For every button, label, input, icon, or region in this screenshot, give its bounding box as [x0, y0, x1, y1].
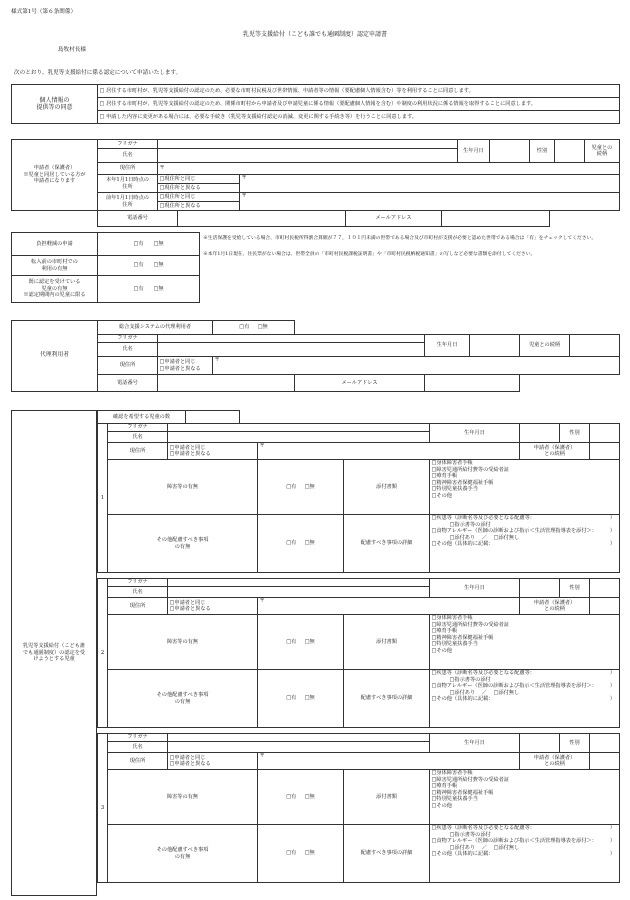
proxy-relation-field[interactable]: [570, 335, 620, 357]
dob-label: 生年月日: [425, 335, 470, 357]
child-dob-field[interactable]: [520, 424, 560, 443]
received-child-options[interactable]: □ 有 □ 無: [98, 276, 200, 303]
address-label: 現住所: [98, 163, 158, 175]
jan1-this-year-label: 本年1月1日時点の 住所: [98, 175, 158, 193]
child-number: 2: [98, 579, 108, 728]
proxy-address-options[interactable]: □ 申請者と同じ □ 申請者と異なる: [158, 357, 213, 375]
guardian-relation-label: 申請者（保護者） との続柄: [520, 443, 590, 460]
proxy-dob-field[interactable]: [470, 335, 520, 357]
proxy-system-label: 総合支援システムの代理利用者: [98, 321, 213, 335]
sex-label: 性別: [560, 734, 590, 753]
sex-label: 性別: [560, 579, 590, 598]
dob-label: 生年月日: [458, 140, 490, 163]
burden-reduction-label: 負担軽減の申請: [12, 233, 98, 256]
applicant-contact-table: [97, 210, 550, 227]
child-name-field[interactable]: [168, 432, 430, 443]
disability-label: 障害等の有無: [108, 615, 258, 670]
furigana-label: フリガナ: [108, 424, 168, 432]
burden-note-1: ※生活保護を受給している場合、市町村民税所得割合算額が７７，１０１円未満の世帯である場合及び市町村が支援が必要と認めた世帯である場合は「有」をチェックしてください。: [203, 236, 597, 241]
child-relation-field[interactable]: [590, 443, 620, 460]
proxy-phone-field[interactable]: [158, 375, 295, 392]
other-consider-options[interactable]: □ 有 □ 無: [258, 670, 344, 728]
previous-use-label: 転入前の市町村での 利用の有無: [12, 256, 98, 276]
burden-reduction-options[interactable]: □ 有 □ 無: [98, 233, 200, 256]
dob-label: 生年月日: [430, 424, 520, 443]
applicant-dob-field[interactable]: [490, 140, 530, 163]
attached-docs-label: 添付書類: [344, 770, 430, 825]
same-as-current-option[interactable]: □ 現住所と同じ: [158, 193, 240, 202]
consider-detail-list[interactable]: □ 疾患等（診断名等及び必要となる配慮等： ） □ 指示書等の添付 □ 食物アレルギー（医師の診断および指示＜生活管理指導表を添付＞： ） □ 添付あり ／ □ 添付無し □ その他（具体的に記載： ）: [430, 670, 620, 728]
consent-item-1[interactable]: □ 居住する市町村が、乳児等支援給付の認定のため、必要な市町村民税及び世帯情報、申請者等の情報（要配慮個人情報含む）等を利用することに同意します。: [98, 85, 620, 98]
furigana-label: フリガナ: [98, 335, 158, 343]
name-label: 氏名: [98, 149, 158, 163]
proxy-name-field[interactable]: [158, 343, 425, 357]
address-label: 現住所: [108, 443, 168, 460]
dob-label: 生年月日: [430, 734, 520, 753]
children-count-field[interactable]: [186, 411, 240, 424]
disability-label: 障害等の有無: [108, 460, 258, 515]
address-label: 現住所: [108, 598, 168, 615]
guardian-relation-label: 申請者（保護者） との続柄: [520, 753, 590, 770]
checkbox[interactable]: [100, 101, 105, 107]
child-furigana-field[interactable]: [168, 579, 430, 587]
consent-label: 個人情報の 提供等の同意: [12, 85, 98, 124]
consider-detail-label: 配慮すべき事項の詳細: [344, 670, 430, 728]
disability-options[interactable]: □ 有 □ 無: [258, 460, 344, 515]
jan1-prev-year-label: 前年1月1日時点の 住所: [98, 193, 158, 211]
proxy-email-field[interactable]: [425, 375, 520, 392]
same-as-current-option[interactable]: □ 現住所と同じ: [158, 175, 240, 184]
child-number: 3: [98, 734, 108, 883]
child-address-field[interactable]: 〒: [258, 443, 520, 460]
applicant-phone-field[interactable]: [178, 211, 346, 227]
applicant-label: 申請者（保護者） ※児童と同居している方が 申請者になります: [12, 140, 98, 211]
burden-table: [11, 232, 200, 303]
applicant-sex-field[interactable]: [555, 140, 585, 163]
applicant-name-field[interactable]: [158, 149, 458, 163]
proxy-label: 代理利用者: [12, 321, 98, 392]
other-consider-label: その他配慮すべき事項 の有無: [108, 825, 258, 883]
consider-detail-list[interactable]: □ 疾患等（診断名等及び必要となる配慮等： ） □ 指示書等の添付 □ 食物アレルギー（医師の診断および指示＜生活管理指導表を添付＞： ） □ 添付あり ／ □ 添付無し □ その他（具体的に記載： ）: [430, 825, 620, 883]
jan1-prev-year-address-field[interactable]: 〒: [240, 193, 620, 211]
consent-item-3[interactable]: □ 申請した内容に変更がある場合には、必要な手続き（乳児等支援給付認定の消滅、変更に関する手続き等）を行うことに同意します。: [98, 111, 620, 124]
attached-docs-label: 添付書類: [344, 460, 430, 515]
checkbox[interactable]: [100, 114, 105, 120]
page-title: 乳児等支援給付（こども誰でも通園制度）認定申請書: [242, 31, 387, 38]
received-child-label: 既に認定を受けている 児童の有無 ※認定期間内の児童に限る: [12, 276, 98, 303]
dob-label: 生年月日: [430, 579, 520, 598]
applicant-address-field[interactable]: 〒: [158, 163, 620, 175]
child-address-options[interactable]: □ 申請者と同じ □ 申請者と異なる: [168, 443, 258, 460]
consider-detail-list[interactable]: □ 疾患等（診断名等及び必要となる配慮等： ） □ 指示書等の添付 □ 食物アレルギー（医師の診断および指示＜生活管理指導表を添付＞： ） □ 添付あり ／ □ 添付無し □ その他（具体的に記載： ）: [430, 515, 620, 573]
children-count-table: [97, 410, 240, 424]
child-address-field[interactable]: 〒: [258, 753, 520, 770]
furigana-label: フリガナ: [98, 140, 158, 149]
child-relation-field[interactable]: [590, 753, 620, 770]
child-address-options[interactable]: □ 申請者と同じ □ 申請者と異なる: [168, 598, 258, 615]
proxy-address-field[interactable]: 〒: [213, 357, 620, 375]
furigana-label: フリガナ: [108, 734, 168, 742]
child-table-2: [97, 578, 620, 728]
relation-label: 児童との 続柄: [585, 140, 620, 163]
disability-options[interactable]: □ 有 □ 無: [258, 770, 344, 825]
furigana-label: フリガナ: [108, 579, 168, 587]
children-label: 乳児等支援給付（こども誰 でも通園制度）の認定を受 けようとする児童: [11, 410, 97, 896]
child-sex-field[interactable]: [590, 579, 620, 598]
child-address-field[interactable]: 〒: [258, 598, 520, 615]
attached-docs-label: 添付書類: [344, 615, 430, 670]
applicant-table: [11, 139, 620, 211]
child-dob-field[interactable]: [520, 579, 560, 598]
name-label: 氏名: [108, 432, 168, 443]
address-label: 現住所: [108, 753, 168, 770]
proxy-furigana-field[interactable]: [158, 335, 425, 343]
child-relation-field[interactable]: [590, 598, 620, 615]
name-label: 氏名: [108, 742, 168, 753]
child-sex-field[interactable]: [590, 424, 620, 443]
child-table-3: [97, 733, 620, 883]
name-label: 氏名: [108, 587, 168, 598]
disability-options[interactable]: □ 有 □ 無: [258, 615, 344, 670]
addressee: 島牧村長様: [58, 47, 86, 53]
child-dob-field[interactable]: [520, 734, 560, 753]
other-consider-options[interactable]: □ 有 □ 無: [258, 515, 344, 573]
burden-note-2: ※本年1月1日現在、住民票がない場合は、世帯全員の「市町村民税課税証明書」や「市町村民税納税通知書」の写しなど必要な書類を添付してください。: [203, 252, 536, 257]
child-name-field[interactable]: [168, 742, 430, 753]
consent-item-2[interactable]: □ 居住する市町村が、乳児等支援給付の認定のため、関係市町村から申請者及び申請児童に係る情報（要配慮個人情報を含む）や制度の利用状況に係る情報を取得することに同意します。: [98, 98, 620, 111]
diff-from-current-option[interactable]: □ 現住所と異なる: [158, 184, 240, 193]
child-address-options[interactable]: □ 申請者と同じ □ 申請者と異なる: [168, 753, 258, 770]
name-label: 氏名: [98, 343, 158, 357]
jan1-this-year-address-field[interactable]: 〒: [240, 175, 620, 193]
consent-table: [11, 84, 620, 124]
child-table-1: [97, 423, 620, 573]
consider-detail-label: 配慮すべき事項の詳細: [344, 515, 430, 573]
child-number: 1: [98, 424, 108, 573]
other-consider-options[interactable]: □ 有 □ 無: [258, 825, 344, 883]
proxy-table: [11, 320, 620, 392]
diff-from-current-option[interactable]: □ 現住所と異なる: [158, 202, 240, 211]
sex-label: 性別: [530, 140, 555, 163]
email-label: メールアドレス: [295, 375, 425, 392]
phone-label: 電話番号: [98, 375, 158, 392]
checkbox[interactable]: [100, 88, 105, 94]
address-label: 現住所: [98, 357, 158, 375]
intro-text: 次のとおり、乳児等支援給付に係る認定について申請いたします。: [14, 70, 182, 76]
children-count-label: 確認を希望する児童の数: [98, 411, 186, 424]
guardian-relation-label: 申請者（保護者） との続柄: [520, 598, 590, 615]
child-furigana-field[interactable]: [168, 734, 430, 742]
phone-label: 電話番号: [98, 211, 178, 227]
child-sex-field[interactable]: [590, 734, 620, 753]
other-consider-label: その他配慮すべき事項 の有無: [108, 670, 258, 728]
attached-docs-list[interactable]: □ 身体障害者手帳 □ 障害児通所給付費等の受給者証 □ 療育手帳 □ 精神障害者保健福祉手帳 □ 特別児童扶養手当 □ その他: [430, 615, 620, 670]
previous-use-options[interactable]: □ 有 □ 無: [98, 256, 200, 276]
sex-label: 性別: [560, 424, 590, 443]
applicant-email-field[interactable]: [442, 211, 550, 227]
disability-label: 障害等の有無: [108, 770, 258, 825]
form-number: 様式第1号（第６条関係）: [11, 9, 77, 15]
proxy-system-options[interactable]: □ 有 □ 無: [213, 321, 295, 335]
attached-docs-list[interactable]: □ 身体障害者手帳 □ 障害児通所給付費等の受給者証 □ 療育手帳 □ 精神障害者保健福祉手帳 □ 特別児童扶養手当 □ その他: [430, 460, 620, 515]
child-name-field[interactable]: [168, 587, 430, 598]
relation-label: 児童との続柄: [520, 335, 570, 357]
other-consider-label: その他配慮すべき事項 の有無: [108, 515, 258, 573]
applicant-furigana-field[interactable]: [158, 140, 458, 149]
email-label: メールアドレス: [346, 211, 442, 227]
attached-docs-list[interactable]: □ 身体障害者手帳 □ 障害児通所給付費等の受給者証 □ 療育手帳 □ 精神障害者保健福祉手帳 □ 特別児童扶養手当 □ その他: [430, 770, 620, 825]
child-furigana-field[interactable]: [168, 424, 430, 432]
consider-detail-label: 配慮すべき事項の詳細: [344, 825, 430, 883]
